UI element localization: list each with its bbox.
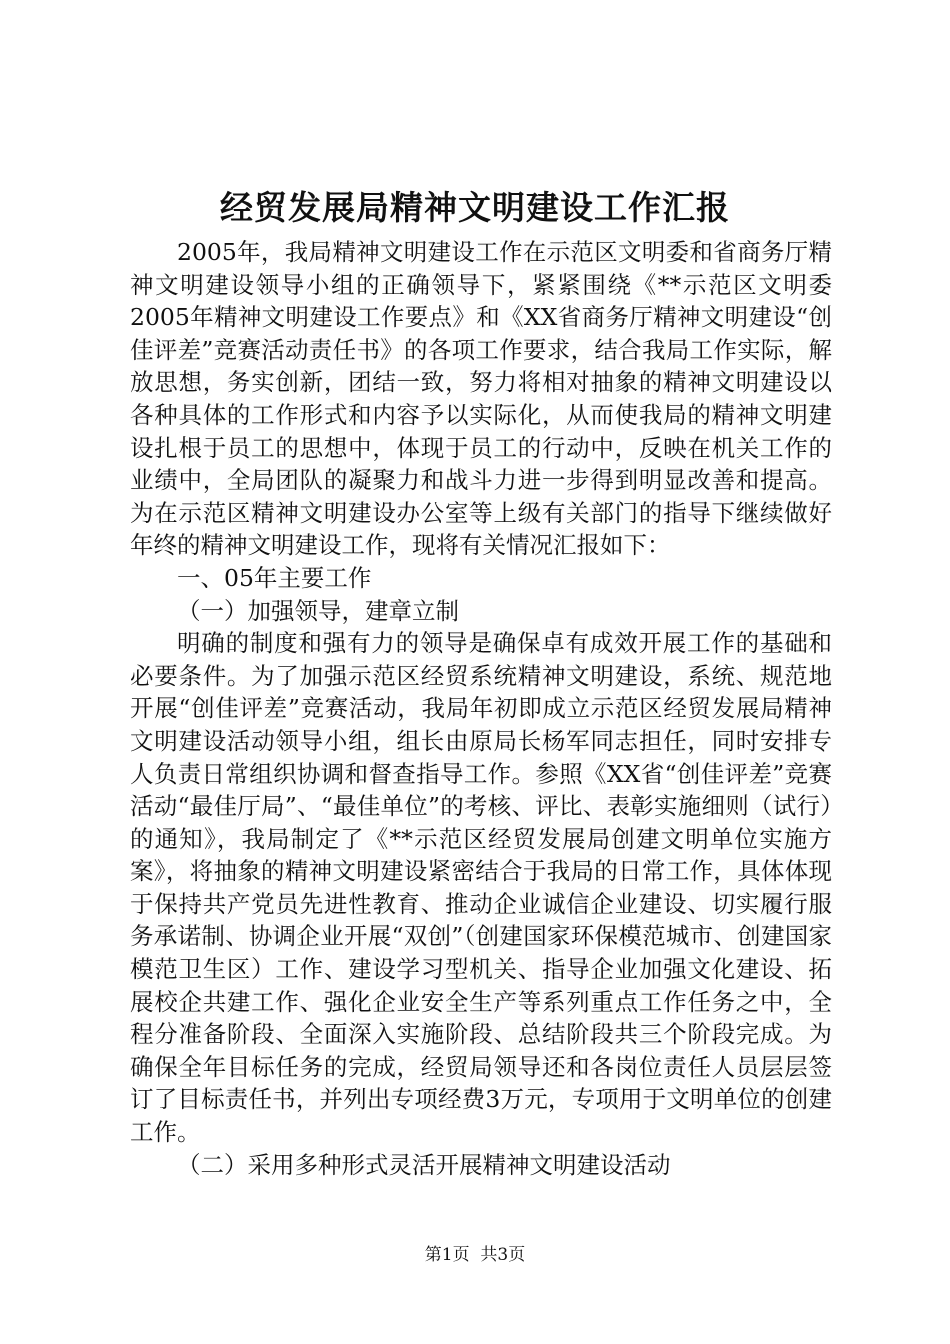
document-body (130, 236, 832, 1181)
section-heading-main-work: 一、05年主要工作 (177, 563, 372, 592)
subsection-heading-activities: （二）采用多种形式灵活开展精神文明建设活动 (177, 1150, 671, 1179)
page-footer (0, 1244, 950, 1266)
subsection-heading-leadership: （一）加强领导，建章立制 (177, 596, 459, 625)
document-title: 经贸发展局精神文明建设工作汇报 (220, 188, 730, 227)
intro-paragraph: 2005年，我局精神文明建设工作在示范区文明委和省商务厅精神文明建设领导小组的正确领导下，紧紧围绕《**示范区文明委2005年精神文明建设工作要点》和《XX省商务厅精神文明建设“创佳评差”竞赛活动责任书》的各项工作要求，结合我局工作实际，解放思想，务实创新，团结一致，努力将相对抽象的精神文明建设以各种具体的工作形式和内容予以实际化，从而使我局的精神文明建设扎根于员工的思想中，体现于员工的行动中，反映在机关工作的业绩中，全局团队的凝聚力和战斗力进一步得到明显改善和提高。为在示范区精神文明建设办公室等上级有关部门的指导下继续做好年终的精神文明建设工作，现将有关情况汇报如下： (130, 238, 832, 560)
page-number-label: 第1页 共3页 (424, 1245, 526, 1265)
leadership-paragraph: 明确的制度和强有力的领导是确保卓有成效开展工作的基础和必要条件。为了加强示范区经贸系统精神文明建设，系统、规范地开展“创佳评差”竞赛活动，我局年初即成立示范区经贸发展局精神文明建设活动领导小组，组长由原局长杨军同志担任，同时安排专人负责日常组织协调和督查指导工作。参照《XX省“创佳评差”竞赛活动“最佳厅局”、“最佳单位”的考核、评比、表彰实施细则（试行）的通知》，我局制定了《**示范区经贸发展局创建文明单位实施方案》，将抽象的精神文明建设紧密结合于我局的日常工作，具体体现于保持共产党员先进性教育、推动企业诚信企业建设、切实履行服务承诺制、协调企业开展“双创”（创建国家环保模范城市、创建国家模范卫生区）工作、建设学习型机关、指导企业加强文化建设、拓展校企共建工作、强化企业安全生产等系列重点工作任务之中，全程分准备阶段、全面深入实施阶段、总结阶段共三个阶段完成。为确保全年目标任务的完成，经贸局领导还和各岗位责任人员层层签订了目标责任书，并列出专项经费3万元，专项用于文明单位的创建工作。 (130, 629, 832, 1147)
